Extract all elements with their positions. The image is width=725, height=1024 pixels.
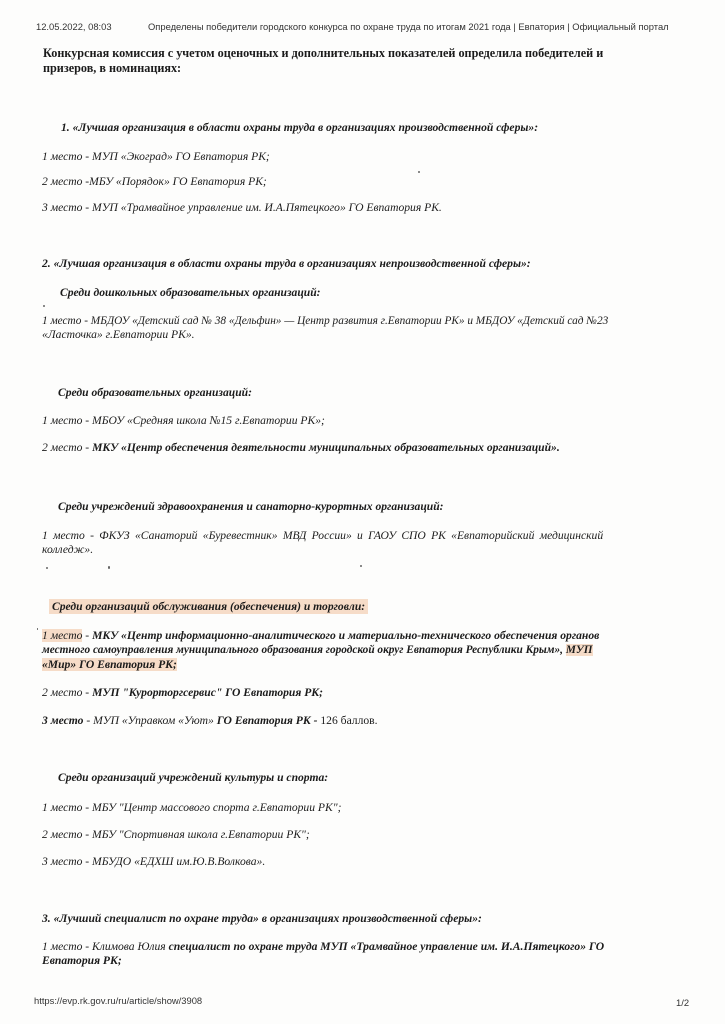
health-place-1-line-2: колледж». bbox=[42, 543, 94, 556]
service-place-2-label: 2 место - bbox=[42, 686, 93, 699]
education-place-2-org: МКУ «Центр обеспечения деятельности муниципальных образовательных организаций». bbox=[92, 441, 560, 454]
scan-speck bbox=[43, 305, 45, 307]
culture-place-3: 3 место - МБУДО «ЕДХШ им.Ю.В.Волкова». bbox=[42, 855, 266, 868]
service-place-1-org-line-2: местного самоуправления муниципального образования городской округ Евпатория Республики Крым», bbox=[42, 644, 566, 656]
service-place-1-dash: - bbox=[82, 629, 93, 642]
service-place-1-mup-highlight: МУП bbox=[565, 644, 593, 656]
nomination-3-place-1-position: специалист по охране труда МУП «Трамвайное управление им. И.А.Пятецкого» ГО bbox=[168, 940, 605, 953]
nomination-1-place-2: 2 место -МБУ «Порядок» ГО Евпатория РК; bbox=[42, 175, 267, 188]
scan-speck bbox=[360, 565, 362, 567]
print-datetime: 12.05.2022, 08:03 bbox=[36, 21, 112, 32]
nomination-3-place-1-name: 1 место - Климова Юлия bbox=[42, 940, 169, 953]
education-section-title: Среди образовательных организаций: bbox=[58, 386, 252, 399]
service-place-3-score: 126 баллов. bbox=[320, 714, 378, 727]
preschool-place-1-line-2: «Ласточка» г.Евпатории РК». bbox=[42, 328, 195, 341]
service-place-1-label: 1 место bbox=[42, 629, 83, 642]
service-place-1-line-2 bbox=[42, 644, 593, 656]
service-place-3-org: - МУП «Управком «Уют» bbox=[83, 714, 217, 727]
nomination-1-title: 1. «Лучшая организация в области охраны труда в организациях производственной сферы»: bbox=[61, 121, 539, 134]
nomination-2-title: 2. «Лучшая организация в области охраны труда в организациях непроизводственной сферы»: bbox=[42, 257, 531, 270]
print-page-title: Определены победители городского конкурса по охране труда по итогам 2021 года | Евпатория | Официальный портал bbox=[148, 21, 669, 32]
nomination-3-place-1-line-2: Евпатория РК; bbox=[42, 954, 122, 967]
health-place-1-line-1: 1 место - ФКУЗ «Санаторий «Буревестник» МВД России» и ГАОУ СПО РК «Евпаторийский медицинский bbox=[42, 529, 604, 542]
scan-speck bbox=[418, 171, 420, 173]
service-place-2 bbox=[42, 686, 323, 699]
service-place-3-city: ГО Евпатория РК - bbox=[216, 714, 321, 727]
culture-section-title: Среди организаций учреждений культуры и спорта: bbox=[58, 771, 329, 784]
education-place-2 bbox=[42, 441, 560, 454]
print-footer-url: https://evp.rk.gov.ru/ru/article/show/3908 bbox=[34, 995, 203, 1006]
service-place-2-org: МУП "Курорторгсервис" ГО Евпатория РК; bbox=[92, 686, 324, 699]
service-place-1-org-line-1: МКУ «Центр информационно-аналитического и материально-технического обеспечения органов bbox=[92, 629, 600, 642]
print-page-number: 1/2 bbox=[676, 997, 690, 1008]
nomination-3-place-1-line-1 bbox=[42, 940, 604, 953]
health-section-title: Среди учреждений здравоохранения и санаторно-курортных организаций: bbox=[58, 500, 444, 513]
service-place-1-mir-highlight: «Мир» ГО Евпатория РК; bbox=[42, 658, 177, 671]
culture-place-2: 2 место - МБУ "Спортивная школа г.Евпатории РК"; bbox=[42, 828, 310, 841]
nomination-3-title: 3. «Лучший специалист по охране труда» в организациях производственной сферы»: bbox=[42, 912, 482, 925]
culture-place-1: 1 место - МБУ "Центр массового спорта г.Евпатории РК"; bbox=[42, 801, 342, 814]
education-place-2-label: 2 место - bbox=[42, 441, 93, 454]
service-section-title-highlight: Среди организаций обслуживания (обеспечения) и торговли: bbox=[49, 599, 368, 614]
intro-line-1: Конкурсная комиссия с учетом оценочных и дополнительных показателей определила победителей и bbox=[43, 46, 604, 60]
service-section-title bbox=[49, 600, 368, 613]
scan-speck bbox=[46, 567, 48, 569]
service-place-1-line-3 bbox=[42, 658, 177, 671]
preschool-place-1-line-1: 1 место - МБДОУ «Детский сад № 38 «Дельфин» — Центр развития г.Евпатории РК» и МБДОУ «Детский сад №23 bbox=[42, 315, 609, 327]
nomination-1-place-1: 1 место - МУП «Экоград» ГО Евпатория РК; bbox=[42, 150, 270, 163]
preschool-section-title: Среди дошкольных образовательных организаций: bbox=[60, 286, 321, 299]
scan-speck bbox=[108, 566, 110, 569]
nomination-1-place-3: 3 место - МУП «Трамвайное управление им. И.А.Пятецкого» ГО Евпатория РК. bbox=[42, 201, 442, 214]
service-place-3 bbox=[42, 714, 378, 727]
service-place-1-line-1 bbox=[42, 629, 599, 642]
service-place-3-label: 3 место bbox=[42, 714, 84, 727]
scan-speck bbox=[37, 628, 38, 630]
intro-line-2: призеров, в номинациях: bbox=[43, 61, 182, 75]
education-place-1: 1 место - МБОУ «Средняя школа №15 г.Евпатории РК»; bbox=[42, 414, 325, 427]
